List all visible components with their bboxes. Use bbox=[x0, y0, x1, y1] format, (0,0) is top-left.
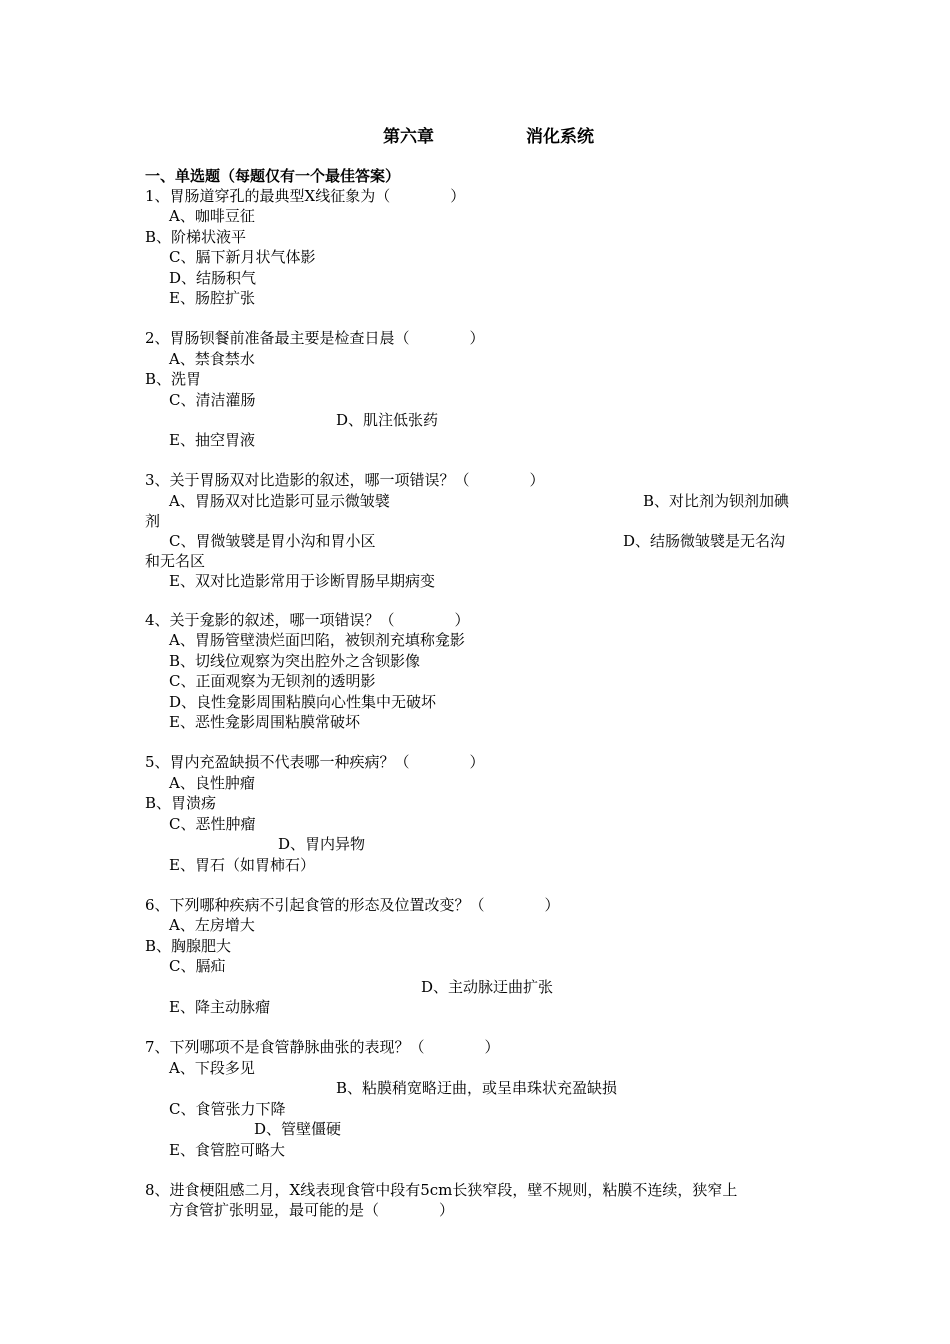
option: E、恶性龛影周围粘膜常破坏 bbox=[169, 713, 360, 731]
option: B、粘膜稍宽略迂曲，或呈串珠状充盈缺损 bbox=[336, 1079, 618, 1097]
option: D、肌注低张药 bbox=[336, 411, 439, 429]
option: C、胃微皱襞是胃小沟和胃小区 bbox=[169, 532, 376, 550]
chapter-number: 第六章 bbox=[383, 127, 434, 147]
option-continuation: 和无名区 bbox=[145, 552, 206, 570]
option: B、洗胃 bbox=[145, 370, 202, 388]
option-continuation: 剂 bbox=[145, 512, 161, 530]
question-stem: 1、胃肠道穿孔的最典型X线征象为（ ） bbox=[145, 187, 466, 205]
option: C、恶性肿瘤 bbox=[169, 815, 256, 833]
question-stem: 7、下列哪项不是食管静脉曲张的表现？（ ） bbox=[145, 1038, 500, 1056]
option: D、胃内异物 bbox=[278, 835, 366, 853]
option: D、结肠微皱襞是无名沟 bbox=[623, 532, 786, 550]
option: E、抽空胃液 bbox=[169, 431, 255, 449]
question-stem-continuation: 方食管扩张明显，最可能的是（ ） bbox=[169, 1201, 455, 1219]
option: B、切线位观察为突出腔外之含钡影像 bbox=[169, 652, 421, 670]
option: A、良性肿瘤 bbox=[169, 774, 255, 792]
option: E、食管腔可略大 bbox=[169, 1141, 285, 1159]
option: C、清洁灌肠 bbox=[169, 391, 256, 409]
option: A、胃肠双对比造影可显示微皱襞 bbox=[169, 492, 390, 510]
option: A、左房增大 bbox=[169, 916, 255, 934]
option: D、良性龛影周围粘膜向心性集中无破坏 bbox=[169, 693, 437, 711]
option: E、降主动脉瘤 bbox=[169, 998, 270, 1016]
question-stem: 8、进食梗阻感二月，X线表现食管中段有5cm长狭窄段，壁不规则，粘膜不连续，狭窄上 bbox=[145, 1181, 738, 1199]
option: C、膈下新月状气体影 bbox=[169, 248, 316, 266]
option: C、膈疝 bbox=[169, 957, 226, 975]
option: B、对比剂为钡剂加碘 bbox=[643, 492, 790, 510]
option: A、咖啡豆征 bbox=[169, 207, 255, 225]
option: A、胃肠管壁溃烂面凹陷，被钡剂充填称龛影 bbox=[169, 631, 465, 649]
question-stem: 5、胃内充盈缺损不代表哪一种疾病？（ ） bbox=[145, 753, 485, 771]
option: A、禁食禁水 bbox=[169, 350, 255, 368]
option: D、结肠积气 bbox=[169, 269, 257, 287]
option: A、下段多见 bbox=[169, 1059, 255, 1077]
section-heading: 一、单选题（每题仅有一个最佳答案） bbox=[145, 167, 401, 185]
option: D、管壁僵硬 bbox=[254, 1120, 342, 1138]
option: B、阶梯状液平 bbox=[145, 228, 247, 246]
option: B、胃溃疡 bbox=[145, 794, 217, 812]
chapter-title: 消化系统 bbox=[526, 127, 594, 147]
question-stem: 4、关于龛影的叙述，哪一项错误？（ ） bbox=[145, 611, 470, 629]
question-stem: 6、下列哪种疾病不引起食管的形态及位置改变？（ ） bbox=[145, 896, 560, 914]
option: E、胃石（如胃柿石） bbox=[169, 856, 315, 874]
question-stem: 2、胃肠钡餐前准备最主要是检查日晨（ ） bbox=[145, 329, 485, 347]
option: D、主动脉迂曲扩张 bbox=[421, 978, 554, 996]
question-stem: 3、关于胃肠双对比造影的叙述，哪一项错误？（ ） bbox=[145, 471, 545, 489]
option: C、正面观察为无钡剂的透明影 bbox=[169, 672, 376, 690]
option: B、胸腺肥大 bbox=[145, 937, 232, 955]
option: E、双对比造影常用于诊断胃肠早期病变 bbox=[169, 572, 435, 590]
option: C、食管张力下降 bbox=[169, 1100, 286, 1118]
option: E、肠腔扩张 bbox=[169, 289, 255, 307]
